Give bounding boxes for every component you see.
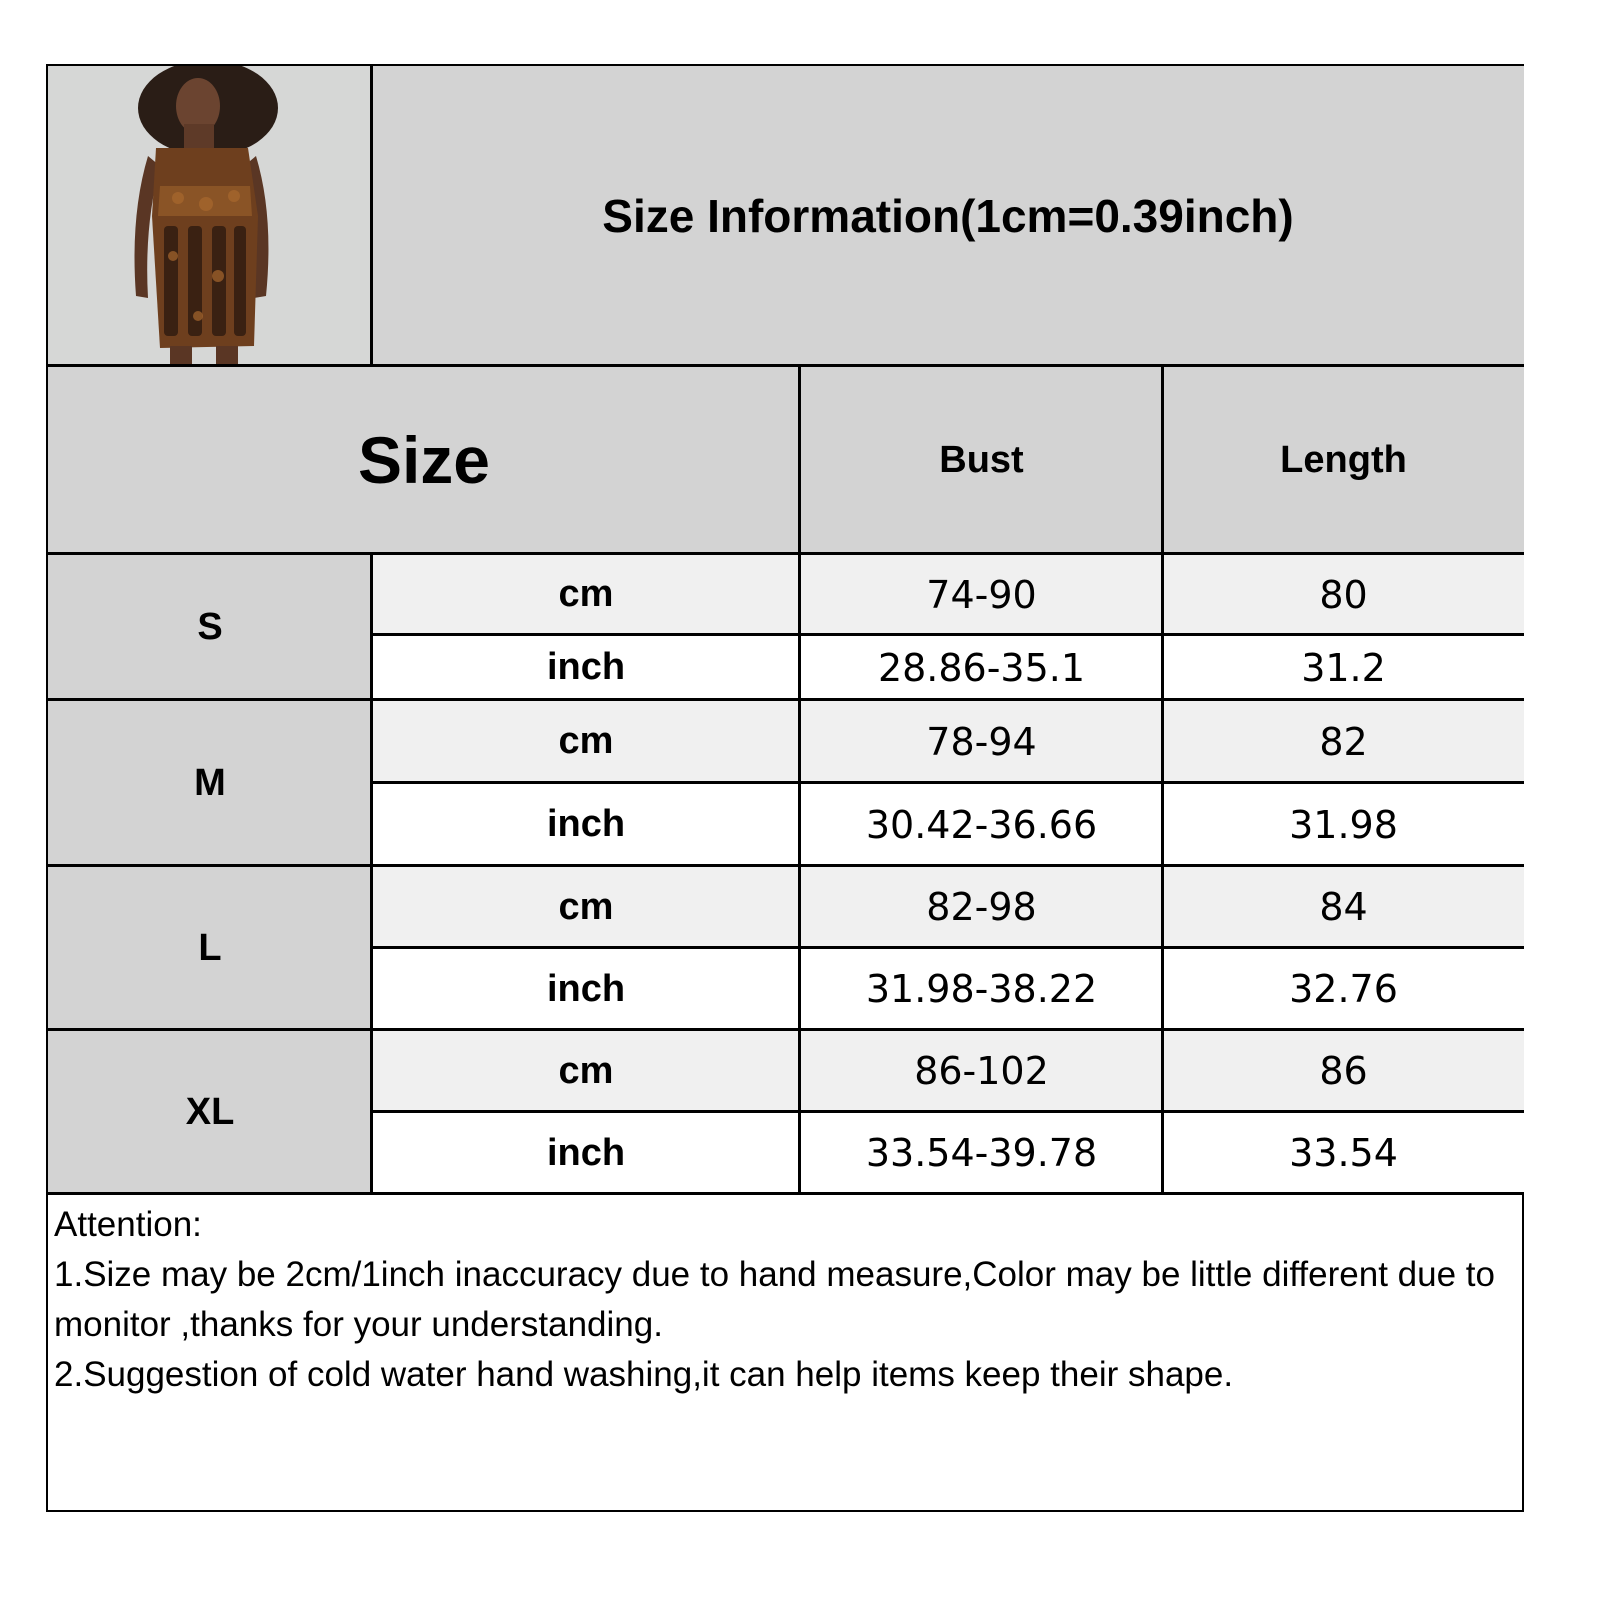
unit-label: cm: [372, 554, 800, 635]
notes-heading: Attention:: [54, 1205, 202, 1244]
grid-line: [372, 633, 1524, 636]
bust-value: 28.86-35.1: [800, 635, 1163, 700]
size-column-header: Size: [48, 366, 800, 554]
grid-line: [370, 554, 373, 1194]
bust-value: 82-98: [800, 866, 1163, 948]
size-chart: [46, 64, 1524, 1512]
length-value: 33.54: [1163, 1112, 1524, 1194]
note-line-2: 2.Suggestion of cold water hand washing,it can help items keep their shape.: [54, 1355, 1234, 1394]
grid-line: [48, 698, 1524, 701]
unit-label: inch: [372, 1112, 800, 1194]
bust-value: 74-90: [800, 554, 1163, 635]
unit-label: inch: [372, 635, 800, 700]
model-photo-icon: [48, 66, 372, 366]
bust-value: 33.54-39.78: [800, 1112, 1163, 1194]
unit-label: cm: [372, 1030, 800, 1112]
attention-notes: [54, 1200, 1514, 1400]
size-label: L: [48, 866, 372, 1030]
size-label: M: [48, 700, 372, 866]
length-value: 86: [1163, 1030, 1524, 1112]
note-line-1: 1.Size may be 2cm/1inch inaccuracy due to hand measure,Color may be little different due to monitor ,thanks for your understanding.: [54, 1255, 1495, 1344]
length-value: 31.2: [1163, 635, 1524, 700]
grid-line: [48, 1028, 1524, 1031]
length-value: 31.98: [1163, 783, 1524, 866]
length-column-header: Length: [1163, 366, 1524, 554]
grid-line: [1161, 366, 1164, 1194]
length-value: 32.76: [1163, 948, 1524, 1030]
bust-value: 31.98-38.22: [800, 948, 1163, 1030]
size-info-title: Size Information(1cm=0.39inch): [372, 66, 1524, 366]
grid-line: [48, 864, 1524, 867]
unit-label: inch: [372, 783, 800, 866]
grid-line: [48, 364, 1524, 367]
unit-label: cm: [372, 700, 800, 783]
grid-line: [370, 66, 373, 366]
bust-value: 78-94: [800, 700, 1163, 783]
length-value: 82: [1163, 700, 1524, 783]
product-photo: [48, 66, 372, 366]
grid-line: [798, 366, 801, 1194]
unit-label: cm: [372, 866, 800, 948]
grid-line: [372, 1110, 1524, 1113]
grid-line: [372, 946, 1524, 949]
grid-line: [372, 781, 1524, 784]
bust-value: 86-102: [800, 1030, 1163, 1112]
length-value: 84: [1163, 866, 1524, 948]
grid-line: [48, 552, 1524, 555]
length-value: 80: [1163, 554, 1524, 635]
unit-label: inch: [372, 948, 800, 1030]
bust-value: 30.42-36.66: [800, 783, 1163, 866]
grid-line: [48, 1192, 1524, 1195]
size-label: XL: [48, 1030, 372, 1194]
size-label: S: [48, 554, 372, 700]
bust-column-header: Bust: [800, 366, 1163, 554]
